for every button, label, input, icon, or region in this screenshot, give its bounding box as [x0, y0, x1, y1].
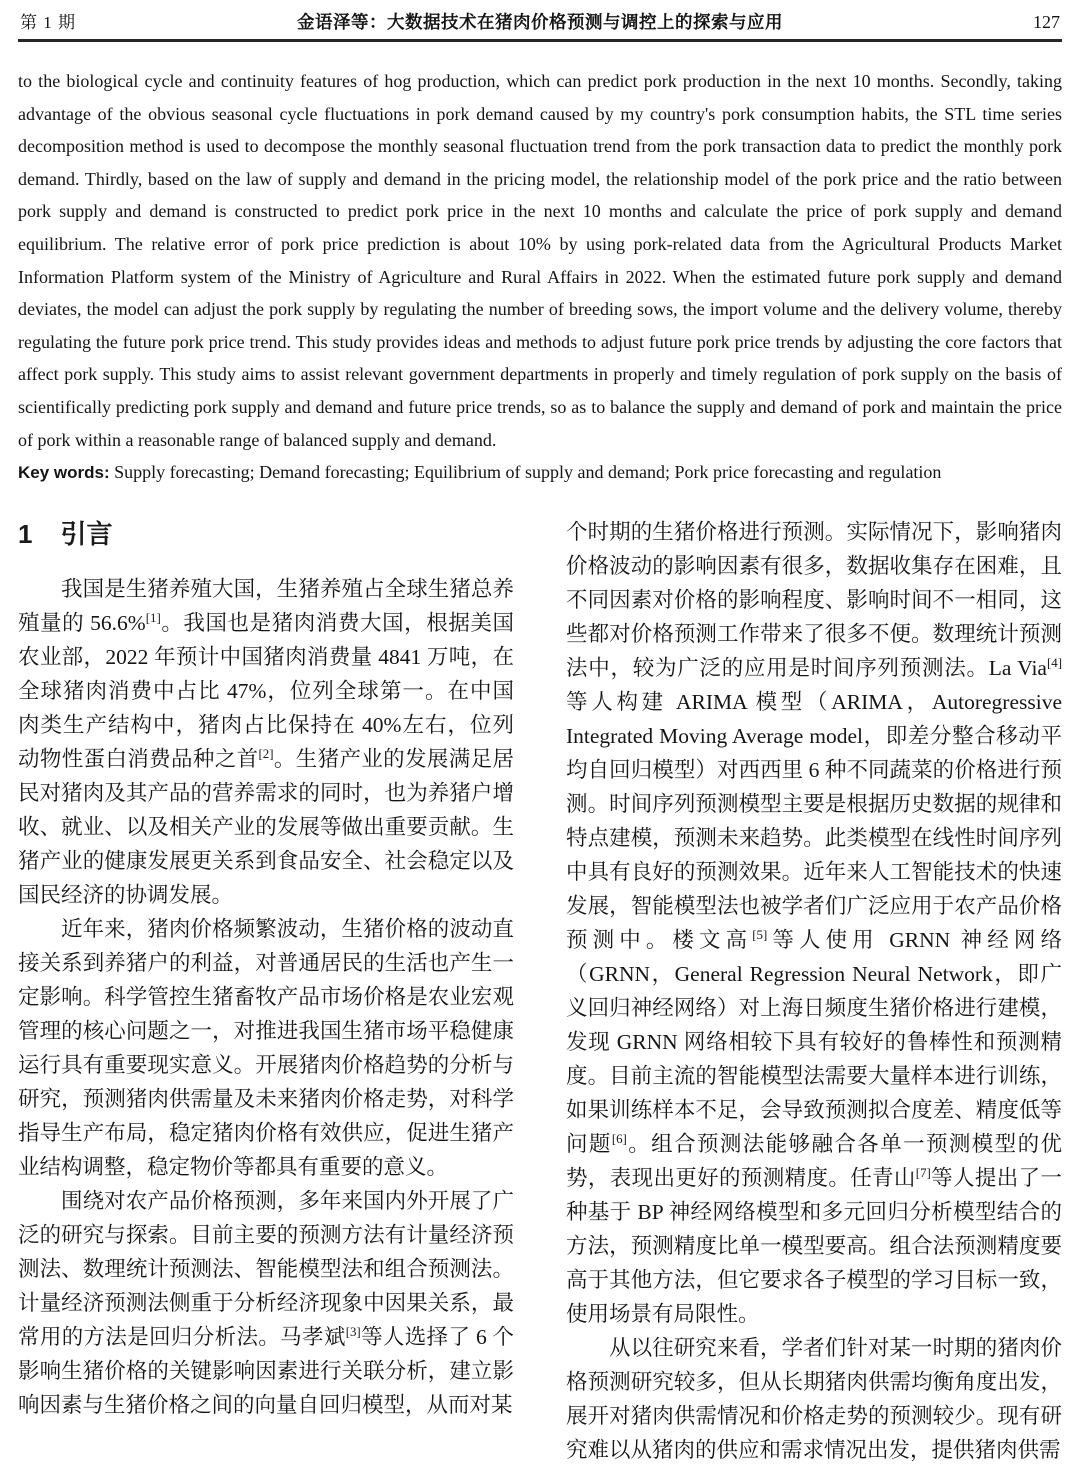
keywords-line — [18, 456, 1062, 490]
section-heading — [18, 519, 514, 550]
abstract-section — [18, 65, 1062, 490]
abstract-text: to the biological cycle and continuity features of hog production, which can predict pork production in the next 10 months. Secondly, taking advantage of the obvious seasonal cycle fluctuations in pork demand caused by my country's pork consumption habits, the STL time series decomposition method is used to decompose the monthly seasonal fluctuation trend from the pork transaction data to predict the monthly pork demand. Thirdly, based on the law of supply and demand in the pricing model, the relationship model of the pork price and the ratio between pork supply and demand is constructed to predict pork price in the next 10 months and calculate the price of pork supply and demand equilibrium. The relative error of pork price prediction is about 10% by using pork-related data from the Agricultural Products Market Information Platform system of the Ministry of Agriculture and Rural Affairs in 2022. When the estimated future pork supply and demand deviates, the model can adjust the pork supply by regulating the number of breeding sows, the import volume and the delivery volume, thereby regulating the future pork price trend. This study provides ideas and methods to adjust future pork price trends by adjusting the core factors that affect pork supply. This study aims to assist relevant government departments in properly and timely regulation of pork supply on the basis of scientifically predicting pork supply and demand and future price trends, so as to balance the supply and demand of pork and maintain the price of pork within a reasonable range of balanced supply and demand. — [18, 71, 1062, 450]
page-number: 127 — [1033, 12, 1060, 32]
citation-marker: [4] — [1046, 655, 1062, 670]
header-rule — [18, 39, 1062, 42]
citation-marker: [6] — [611, 1131, 627, 1146]
intro-paragraph-1: 我国是生猪养殖大国，生猪养殖占全球生猪总养殖量的 56.6%[1]。我国也是猪肉消费大国，根据美国农业部，2022 年预计中国猪肉消费量 4841 万吨，在全球猪肉消费中占比 47%，位列全球第一。在中国肉类生产结构中，猪肉占比保持在 40%左右，位列动物性蛋白消费品种之首[2]。生猪产业的发展满足居民对猪肉及其产品的营养需求的同时，也为养猪户增收、就业、以及相关产业的发展等做出重要贡献。生猪产业的健康发展更关系到食品安全、社会稳定以及国民经济的协调发展。 — [18, 576, 514, 907]
left-column — [18, 515, 514, 1467]
citation-marker: [7] — [915, 1165, 931, 1180]
intro-paragraph-3: 围绕对农产品价格预测，多年来国内外开展了广泛的研究与探索。目前主要的预测方法有计量经济预测法、数理统计预测法、智能模型法和组合预测法。计量经济预测法侧重于分析经济现象中因果关系，最常用的方法是回归分析法。马孝斌[3]等人选择了 6 个影响生猪价格的关键影响因素进行关联分析，建立影响因素与生猪价格之间的向量自回归模型，从而对某 — [18, 1188, 514, 1417]
intro-paragraph-2: 近年来，猪肉价格频繁波动，生猪价格的波动直接关系到养猪户的利益，对普通居民的生活也产生一定影响。科学管控生猪畜牧产品市场价格是农业宏观管理的核心问题之一，对推进我国生猪市场平稳健康运行具有重要现实意义。开展猪肉价格趋势的分析与研究，预测猪肉供需量及未来猪肉价格走势，对科学指导生产布局，稳定猪肉价格有效供应，促进生猪产业结构调整，稳定物价等都具有重要的意义。 — [18, 916, 514, 1179]
page-header — [18, 8, 1062, 34]
running-title: 金语泽等：大数据技术在猪肉价格预测与调控上的探索与应用 — [297, 12, 783, 32]
section-title: 引言 — [60, 518, 113, 549]
citation-marker: [1] — [145, 610, 161, 625]
issue-label: 第 1 期 — [20, 13, 76, 32]
right-column — [566, 515, 1062, 1467]
keywords-label: Key words: — [18, 463, 110, 483]
intro-paragraph-4: 从以往研究来看，学者们针对某一时期的猪肉价格预测研究较多，但从长期猪肉供需均衡角度出发，展开对猪肉供需情况和价格走势的预测较少。现有研究难以从猪肉的供应和需求情况出发，提供猪肉供需 — [566, 1335, 1062, 1462]
section-number: 1 — [18, 518, 33, 549]
citation-marker: [3] — [345, 1324, 361, 1339]
body-columns — [18, 515, 1062, 1467]
citation-marker: [2] — [258, 746, 274, 761]
intro-paragraph-3-continued: 个时期的生猪价格进行预测。实际情况下，影响猪肉价格波动的影响因素有很多，数据收集存在困难，且不同因素对价格的影响程度、影响时间不一相同，这些都对价格预测工作带来了很多不便。数理统计预测法中，较为广泛的应用是时间序列预测法。La Via[4]等人构建 ARIMA 模型（ARIMA，Autoregressive Integrated Moving Average model，即差分整合移动平均自回归模型）对西西里 6 种不同蔬菜的价格进行预测。时间序列预测模型主要是根据历史数据的规律和特点建模，预测未来趋势。此类模型在线性时间序列中具有良好的预测效果。近年来人工智能技术的快速发展，智能模型法也被学者们广泛应用于农产品价格预测中。楼文高[5]等人使用 GRNN 神经网络（GRNN，General Regression Neural Network，即广义回归神经网络）对上海日频度生猪价格进行建模，发现 GRNN 网络相较下具有较好的鲁棒性和预测精度。目前主流的智能模型法需要大量样本进行训练，如果训练样本不足，会导致预测拟合度差、精度低等问题[6]。组合预测法能够融合各单一预测模型的优势，表现出更好的预测精度。任青山[7]等人提出了一种基于 BP 神经网络模型和多元回归分析模型结合的方法，预测精度比单一模型要高。组合法预测精度要高于其他方法，但它要求各子模型的学习目标一致，使用场景有局限性。 — [566, 519, 1062, 1326]
keywords-text: Supply forecasting; Demand forecasting; Equilibrium of supply and demand; Pork price forecasting and regulation — [109, 462, 942, 483]
citation-marker: [5] — [752, 927, 768, 942]
